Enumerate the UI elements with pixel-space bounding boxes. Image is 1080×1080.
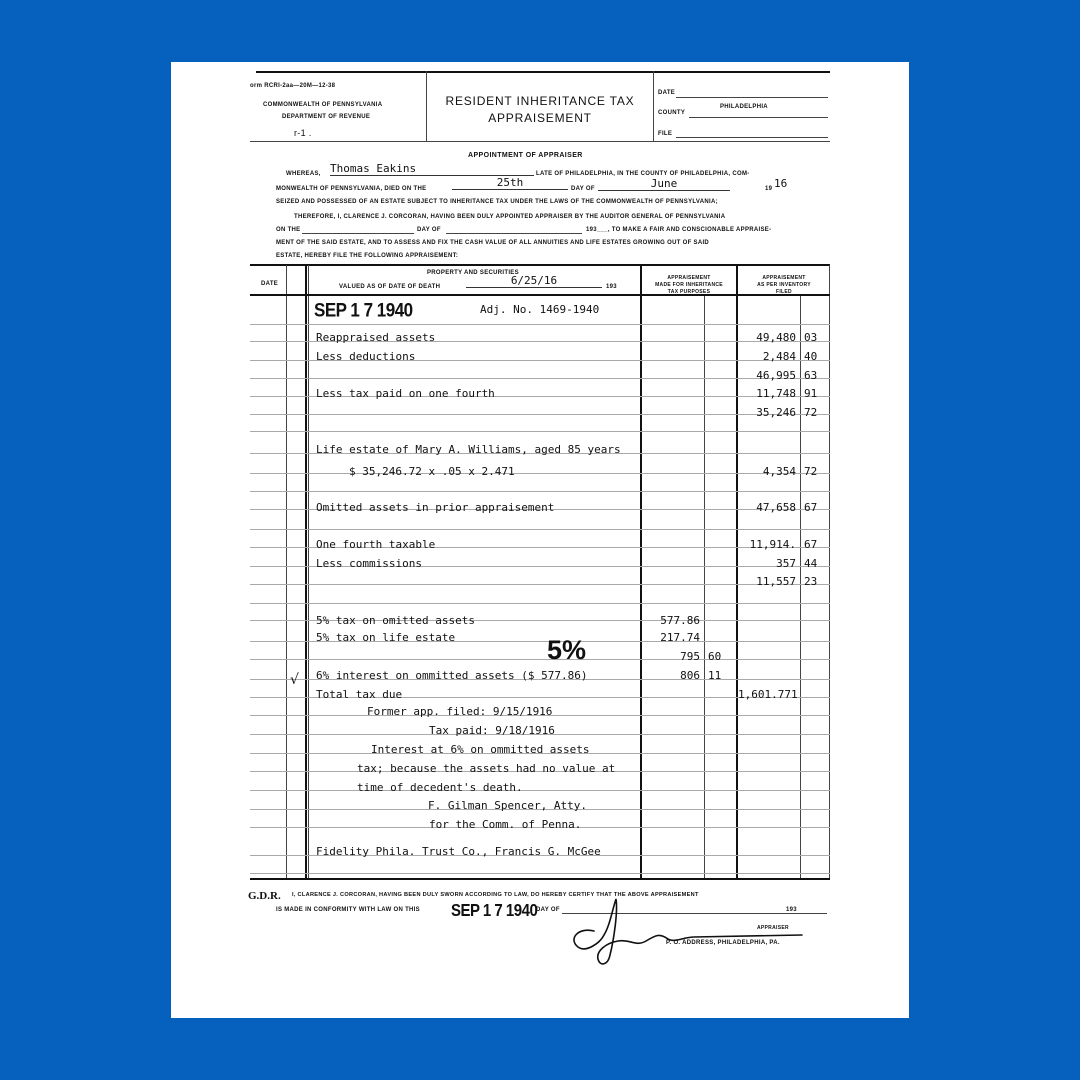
county-line (689, 117, 828, 118)
table-header-border (250, 294, 830, 296)
tax-header-line-1: APPRAISEMENT (667, 275, 711, 281)
inventory-dollars: 357 (776, 557, 796, 570)
entry-description: One fourth taxable (316, 538, 436, 551)
entry-description: Omitted assets in prior appraisement (316, 501, 555, 514)
entry-description: 5% tax on omitted assets (316, 614, 475, 627)
certification-date-stamp: SEP 1 7 1940 (451, 901, 538, 921)
on-the-label: ON THE (276, 227, 301, 233)
died-on-label: MONWEALTH OF PENNSYLVANIA, DIED ON THE (276, 186, 427, 192)
entry-description: Tax paid: 9/18/1916 (429, 724, 555, 737)
property-header-line-2: VALUED AS OF DATE OF DEATH (339, 284, 441, 290)
date-label: DATE (658, 90, 676, 96)
day-of-line-2 (446, 233, 582, 234)
inventory-cents: 03 (804, 331, 818, 344)
sworn-line-2: IS MADE IN CONFORMITY WITH LAW ON THIS (276, 907, 420, 913)
property-header-line-1: PROPERTY AND SECURITIES (427, 270, 519, 276)
entry-description: time of decedent's death. (357, 781, 523, 794)
inventory-dollars: 2,484 (762, 350, 796, 363)
col-date-line-b (305, 265, 307, 878)
inventory-cents: 91 (804, 387, 818, 400)
check-mark: √ (290, 672, 299, 688)
inventory-cents: 23 (804, 575, 818, 588)
late-of-text: LATE OF PHILADELPHIA, IN THE COUNTY OF PHILADELPHIA, COM- (536, 171, 750, 177)
inventory-cents: 67 (804, 538, 818, 551)
form-title-line-2: APPRAISEMENT (488, 111, 592, 125)
received-date-stamp: SEP 1 7 1940 (314, 299, 413, 321)
on-the-line (302, 233, 414, 234)
file-label: FILE (658, 131, 673, 137)
ruled-line (250, 790, 830, 791)
inventory-cents: 63 (804, 369, 818, 382)
seized-line: SEIZED AND POSSESSED OF AN ESTATE SUBJECT TO INHERITANCE TAX UNDER THE LAWS OF THE COMMONWEALTH OF PENNSYLVANIA; (276, 199, 718, 205)
county-label: COUNTY (658, 110, 686, 116)
form-number: orm RCRI-2aa—20M—12-38 (250, 83, 336, 89)
entry-description: Total tax due (316, 688, 403, 701)
inventory-cents: 72 (804, 406, 818, 419)
ruled-line (250, 873, 830, 874)
inventory-dollars: 46,995 (756, 369, 796, 382)
inv-header-line-2: AS PER INVENTORY (757, 282, 811, 288)
adjustment-number: Adj. No. 1469-1940 (480, 303, 600, 316)
valuation-year-suffix: 193 (606, 284, 617, 290)
date-line (676, 97, 828, 98)
inventory-dollars: 35,246 (756, 406, 796, 419)
day-of-label-2: DAY OF (417, 227, 441, 233)
entry-description: 6% interest on ommitted assets ($ 577.86) (316, 669, 588, 682)
po-address: P. O. ADDRESS, PHILADELPHIA, PA. (666, 940, 780, 946)
form-title-line-1: RESIDENT INHERITANCE TAX (445, 94, 635, 108)
year-prefix: 19 (765, 186, 773, 192)
header-top-border (256, 71, 830, 73)
entry-description: Reappraised assets (316, 331, 436, 344)
tax-purposes-dollars: 795 (680, 650, 700, 663)
tax-purposes-dollars: 577.86 (660, 614, 700, 627)
death-day: 25th (452, 176, 568, 190)
entry-description: $ 35,246.72 x .05 x 2.471 (349, 465, 515, 478)
file-line (676, 137, 828, 138)
entry-description: Former app. filed: 9/15/1916 (367, 705, 553, 718)
inventory-cents: 44 (804, 557, 818, 570)
sworn-line-1: I, CLARENCE J. CORCORAN, HAVING BEEN DULY SWORN ACCORDING TO LAW, DO HEREBY CERTIFY THAT THE ABOVE APPRAISEMENT (292, 892, 699, 898)
inventory-cents: 72 (804, 465, 818, 478)
tax-purposes-dollars: 806 (680, 669, 700, 682)
inventory-dollars: 4,354 (762, 465, 796, 478)
ruled-line (250, 529, 830, 530)
reviewer-initials: G.D.R. (248, 890, 281, 902)
col-property-right (640, 265, 642, 878)
entry-description: for the Comm. of Penna. (429, 818, 582, 831)
cert-year: 193 (786, 907, 797, 913)
inventory-dollars: 11,557 (756, 575, 796, 588)
entry-description: Less commissions (316, 557, 422, 570)
whereas-label: WHEREAS, (286, 171, 321, 177)
to-make-text: 193___, TO MAKE A FAIR AND CONSCIONABLE APPRAISE- (586, 227, 772, 233)
inventory-cents: 67 (804, 501, 818, 514)
inventory-dollars: 11,914. (749, 538, 796, 551)
col-date-line-a (286, 265, 287, 878)
inventory-dollars: 1,601.771 (738, 688, 798, 701)
ruled-line (250, 431, 830, 432)
col-inv-right (829, 265, 830, 878)
ment-line: MENT OF THE SAID ESTATE, AND TO ASSESS AND FIX THE CASH VALUE OF ALL ANNUITIES AND LIFE ESTATES GROWING OUT OF SAID (276, 240, 710, 246)
date-column-header: DATE (261, 281, 279, 287)
estate-line: ESTATE, HEREBY FILE THE FOLLOWING APPRAISEMENT: (276, 253, 459, 259)
valuation-date: 6/25/16 (466, 274, 602, 288)
inventory-dollars: 47,658 (756, 501, 796, 514)
cert-day-of: DAY OF (536, 907, 560, 913)
document-frame (171, 62, 909, 1018)
ruled-line (250, 659, 830, 660)
table-bottom-border (250, 878, 830, 880)
inv-header-line-3: FILED (776, 289, 792, 295)
entry-description: tax; because the assets had no value at (357, 762, 616, 775)
tax-purposes-cents: 60 (708, 650, 722, 663)
entry-description: Less deductions (316, 350, 416, 363)
ruled-line (250, 603, 830, 604)
day-of-label: DAY OF (571, 186, 595, 192)
rate-stamp: 5% (547, 635, 587, 665)
table-top-border (250, 264, 830, 266)
inventory-header (738, 275, 830, 296)
appraisement-form (246, 69, 831, 1012)
entry-description: F. Gilman Spencer, Atty. (428, 799, 587, 812)
county-value: PHILADELPHIA (720, 104, 768, 110)
tax-header-line-3: TAX PURPOSES (667, 289, 711, 295)
death-year: 16 (774, 177, 788, 190)
therefore-line: THEREFORE, I, CLARENCE J. CORCORAN, HAVING BEEN DULY APPOINTED APPRAISER BY THE AUDITOR GENERAL OF PENNSYLVANIA (294, 214, 726, 220)
entry-description: Life estate of Mary A. Williams, aged 85 years (316, 443, 621, 456)
entry-description: Less tax paid on one fourth (316, 387, 495, 400)
agency-mark: r-1 . (294, 128, 312, 138)
tax-purposes-header (642, 275, 736, 296)
decedent-name: Thomas Eakins (330, 162, 534, 176)
tax-header-line-2: MADE FOR INHERITANCE (655, 282, 723, 288)
col-date-line-c (308, 265, 309, 878)
ruled-line (250, 324, 830, 325)
inv-header-line-1: APPRAISEMENT (762, 275, 806, 281)
agency-line-2: DEPARTMENT OF REVENUE (282, 114, 371, 120)
header-bottom-border (250, 141, 830, 142)
header-divider-right (653, 71, 654, 141)
inventory-cents: 40 (804, 350, 818, 363)
inventory-dollars: 49,480 (756, 331, 796, 344)
entry-description: Interest at 6% on ommitted assets (371, 743, 590, 756)
entry-description: 5% tax on life estate (316, 631, 456, 644)
death-month: June (598, 177, 730, 191)
tax-purposes-cents: 11 (708, 669, 722, 682)
ruled-line (250, 491, 830, 492)
form-title (427, 93, 653, 127)
entry-description: Fidelity Phila. Trust Co., Francis G. McGee (316, 845, 601, 858)
appointment-heading: APPOINTMENT OF APPRAISER (468, 152, 583, 159)
appraiser-label: APPRAISER (757, 925, 789, 931)
agency-line-1: COMMONWEALTH OF PENNSYLVANIA (263, 102, 383, 108)
inventory-dollars: 11,748 (756, 387, 796, 400)
tax-purposes-dollars: 217.74 (660, 631, 700, 644)
